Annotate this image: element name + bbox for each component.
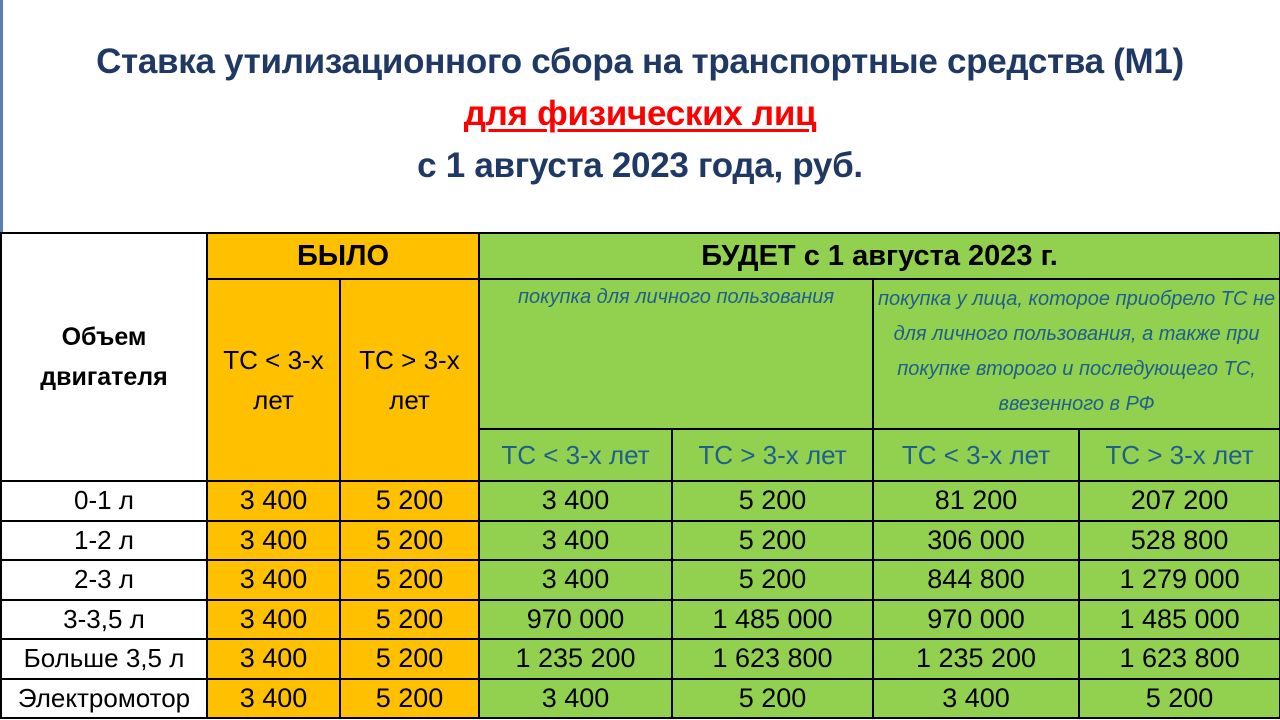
table-row bbox=[1, 481, 1280, 521]
non-personal-use-note: покупка у лица, которое приобрело ТС не для личного пользования, а также при покупке второго и последующего ТС, ввезенного в РФ bbox=[873, 279, 1280, 429]
cell-nonpersonal-gt3: 1 485 000 bbox=[1079, 600, 1280, 640]
fee-table bbox=[0, 232, 1280, 719]
personal-age-gt3-header: ТС > 3-х лет bbox=[672, 429, 873, 481]
row-label: 2-3 л bbox=[1, 560, 207, 600]
table-row bbox=[1, 560, 1280, 600]
cell-was-lt3: 3 400 bbox=[207, 679, 340, 719]
cell-was-gt3: 5 200 bbox=[340, 639, 479, 679]
personal-age-lt3-header: ТС < 3-х лет bbox=[479, 429, 672, 481]
cell-personal-lt3: 1 235 200 bbox=[479, 639, 672, 679]
cell-nonpersonal-lt3: 1 235 200 bbox=[873, 639, 1079, 679]
will-header: БУДЕТ с 1 августа 2023 г. bbox=[479, 233, 1280, 279]
cell-was-gt3: 5 200 bbox=[340, 679, 479, 719]
cell-personal-lt3: 3 400 bbox=[479, 560, 672, 600]
row-label: 1-2 л bbox=[1, 521, 207, 561]
engine-volume-header: Объем двигателя bbox=[1, 233, 207, 481]
cell-personal-gt3: 1 485 000 bbox=[672, 600, 873, 640]
cell-was-lt3: 3 400 bbox=[207, 481, 340, 521]
cell-nonpersonal-lt3: 844 800 bbox=[873, 560, 1079, 600]
cell-personal-lt3: 3 400 bbox=[479, 481, 672, 521]
cell-was-lt3: 3 400 bbox=[207, 639, 340, 679]
cell-nonpersonal-gt3: 5 200 bbox=[1079, 679, 1280, 719]
cell-personal-gt3: 5 200 bbox=[672, 560, 873, 600]
table-row bbox=[1, 521, 1280, 561]
personal-use-note: покупка для личного пользования bbox=[479, 279, 873, 429]
cell-personal-gt3: 1 623 800 bbox=[672, 639, 873, 679]
cell-was-lt3: 3 400 bbox=[207, 600, 340, 640]
cell-nonpersonal-gt3: 1 623 800 bbox=[1079, 639, 1280, 679]
slide-title bbox=[0, 36, 1280, 192]
cell-nonpersonal-gt3: 1 279 000 bbox=[1079, 560, 1280, 600]
cell-nonpersonal-gt3: 528 800 bbox=[1079, 521, 1280, 561]
cell-nonpersonal-lt3: 3 400 bbox=[873, 679, 1079, 719]
row-label: Больше 3,5 л bbox=[1, 639, 207, 679]
cell-personal-gt3: 5 200 bbox=[672, 679, 873, 719]
row-label: 3-3,5 л bbox=[1, 600, 207, 640]
cell-was-gt3: 5 200 bbox=[340, 600, 479, 640]
nonpersonal-age-gt3-header: ТС > 3-х лет bbox=[1079, 429, 1280, 481]
title-line-1: Ставка утилизационного сбора на транспортные средства (М1) bbox=[96, 42, 1184, 81]
cell-nonpersonal-gt3: 207 200 bbox=[1079, 481, 1280, 521]
title-line-2: для физических лиц bbox=[463, 94, 817, 133]
title-line-3: с 1 августа 2023 года, руб. bbox=[417, 146, 863, 185]
cell-was-lt3: 3 400 bbox=[207, 560, 340, 600]
row-label: Электромотор bbox=[1, 679, 207, 719]
table-row bbox=[1, 679, 1280, 719]
was-age-lt3-header: ТС < 3-х лет bbox=[207, 279, 340, 481]
was-age-gt3-header: ТС > 3-х лет bbox=[340, 279, 479, 481]
table-row bbox=[1, 639, 1280, 679]
cell-personal-lt3: 3 400 bbox=[479, 679, 672, 719]
cell-personal-gt3: 5 200 bbox=[672, 481, 873, 521]
was-header: БЫЛО bbox=[207, 233, 479, 279]
cell-personal-lt3: 3 400 bbox=[479, 521, 672, 561]
table-row bbox=[1, 600, 1280, 640]
cell-personal-lt3: 970 000 bbox=[479, 600, 672, 640]
cell-nonpersonal-lt3: 81 200 bbox=[873, 481, 1079, 521]
cell-personal-gt3: 5 200 bbox=[672, 521, 873, 561]
nonpersonal-age-lt3-header: ТС < 3-х лет bbox=[873, 429, 1079, 481]
cell-nonpersonal-lt3: 306 000 bbox=[873, 521, 1079, 561]
cell-was-gt3: 5 200 bbox=[340, 481, 479, 521]
cell-was-lt3: 3 400 bbox=[207, 521, 340, 561]
row-label: 0-1 л bbox=[1, 481, 207, 521]
cell-nonpersonal-lt3: 970 000 bbox=[873, 600, 1079, 640]
cell-was-gt3: 5 200 bbox=[340, 521, 479, 561]
cell-was-gt3: 5 200 bbox=[340, 560, 479, 600]
